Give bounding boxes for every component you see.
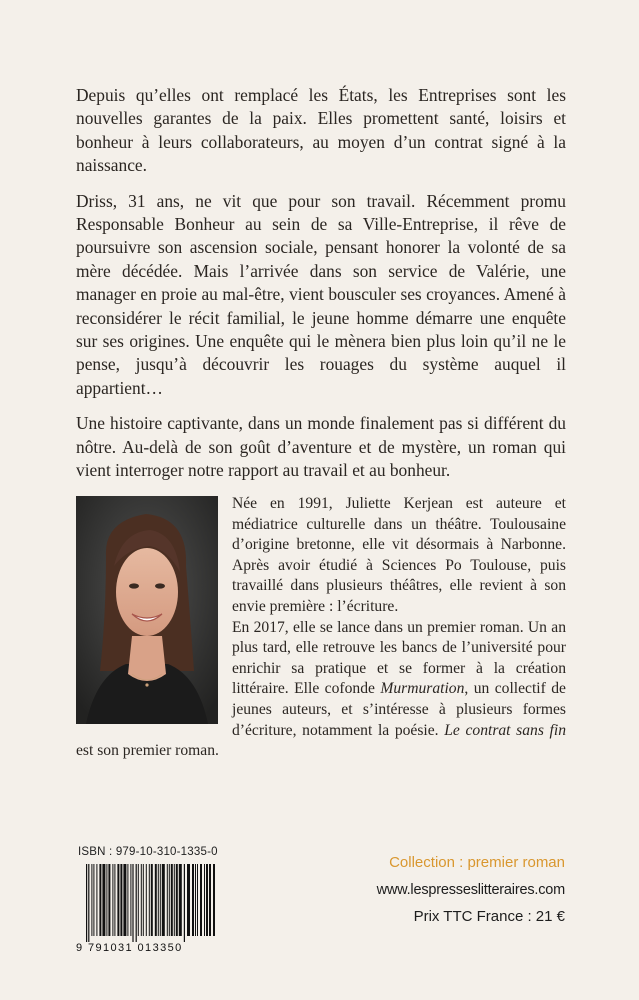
barcode-bar: [184, 864, 185, 942]
barcode-bar: [158, 864, 159, 936]
synopsis-paragraph-3: Une histoire captivante, dans un monde finalement pas si différent du nôtre. Au-delà de son goût d’aventure et de mystère, un roman qui vient interroger notre rapport au travail et au bonheur.: [76, 413, 566, 481]
barcode-bar: [120, 864, 122, 936]
barcode-digits: 9 791031 013350: [76, 942, 183, 954]
barcode-bar: [171, 864, 173, 936]
publisher-info: [377, 854, 565, 925]
barcode-bar: [127, 864, 128, 936]
collective-name: Murmuration: [380, 680, 465, 698]
synopsis: [76, 84, 566, 495]
barcode-bar: [102, 864, 105, 936]
author-bio: [76, 494, 566, 762]
barcode-bar: [187, 864, 190, 936]
barcode-bar: [160, 864, 161, 936]
barcode-bar: [206, 864, 208, 936]
barcode-bar: [99, 864, 101, 936]
barcode-bar: [143, 864, 144, 936]
synopsis-paragraph-1: Depuis qu’elles ont remplacé les États, les Entreprises sont les nouvelles garantes de la paix. Elles promettent santé, loisirs et bonheur à leurs collaborateurs, au moyen d’un contrat signé à la naissance.: [76, 85, 566, 176]
barcode-bar: [146, 864, 147, 936]
barcode-bar: [151, 864, 153, 936]
barcode-bar: [162, 864, 165, 936]
barcode-bar: [169, 864, 170, 936]
barcode-bar: [114, 864, 115, 936]
barcode-bar: [117, 864, 119, 936]
bio-paragraph-1: Née en 1991, Juliette Kerjean est auteure et médiatrice culturelle dans un théâtre. Toulousaine d’origine bretonne, elle vit désormais à Narbonne. Après avoir étudié à Sciences Po Toulouse, puis travaillé dans plusieurs théâtres, elle revient à son envie première : l’écriture.: [232, 495, 566, 615]
barcode-bar: [200, 864, 202, 936]
price-label: Prix TTC France : 21 €: [413, 908, 565, 925]
barcode-bar: [155, 864, 157, 936]
barcode-bar: [132, 864, 133, 942]
barcode-bar: [91, 864, 92, 936]
barcode-bar: [123, 864, 126, 936]
bio-text-a: En 2017, elle se lance dans un premier roman. Un an plus tard, elle retrouve les bancs de l’université pour enrichir sa pratique et se former à la création littéraire. Elle cofonde: [232, 618, 566, 698]
barcode-bar: [149, 864, 150, 936]
barcode-bar: [96, 864, 97, 936]
barcode-bar: [141, 864, 142, 936]
barcode-bar: [136, 864, 137, 942]
synopsis-paragraph-2: Driss, 31 ans, ne vit que pour son travail. Récemment promu Responsable Bonheur au sein de sa Ville-Entreprise, il rêve de poursuivre son ascension sociale, pensant honorer la volonté de sa mère décédée. Mais l’arrivée dans son service de Valérie, une manager en proie au mal-être, vient bousculer ses croyances. Amené à reconsidérer le récit familial, le jeune homme démarre une enquête sur ses origines. Une enquête qui le mènera bien plus loin qu’il ne le pense, jusqu’à découvrir les rouages du système auquel il appartient…: [76, 190, 566, 398]
website-link[interactable]: www.lespresseslitteraires.com: [376, 882, 565, 898]
barcode-bar: [174, 864, 175, 936]
barcode-bar: [179, 864, 182, 936]
barcode-bar: [88, 864, 89, 942]
barcode-bar: [167, 864, 168, 936]
barcode: [76, 864, 222, 956]
isbn-label: ISBN : 979-10-310-1335-0: [78, 846, 218, 858]
barcode-bar: [108, 864, 110, 936]
barcode-bar: [86, 864, 87, 942]
barcode-bar: [93, 864, 94, 936]
barcode-bar: [209, 864, 211, 936]
barcode-bar: [195, 864, 196, 936]
barcode-bars-icon: [76, 864, 222, 942]
collection-label: Collection : premier roman: [389, 854, 565, 871]
bio-text-c: est son premier roman.: [76, 742, 219, 760]
barcode-bar: [112, 864, 113, 936]
bio-text-b: , un collectif de jeunes auteurs, et s’intéresse à plusieurs formes d’écriture, notamment la poésie.: [232, 680, 566, 739]
barcode-bar: [138, 864, 139, 936]
book-title: Le contrat sans fin: [444, 721, 566, 739]
barcode-bar: [106, 864, 107, 936]
barcode-bar: [197, 864, 198, 936]
barcode-bar: [204, 864, 205, 936]
barcode-block: [76, 846, 226, 956]
barcode-bar: [213, 864, 215, 936]
barcode-bar: [130, 864, 131, 936]
barcode-bar: [192, 864, 194, 936]
barcode-bar: [176, 864, 178, 936]
